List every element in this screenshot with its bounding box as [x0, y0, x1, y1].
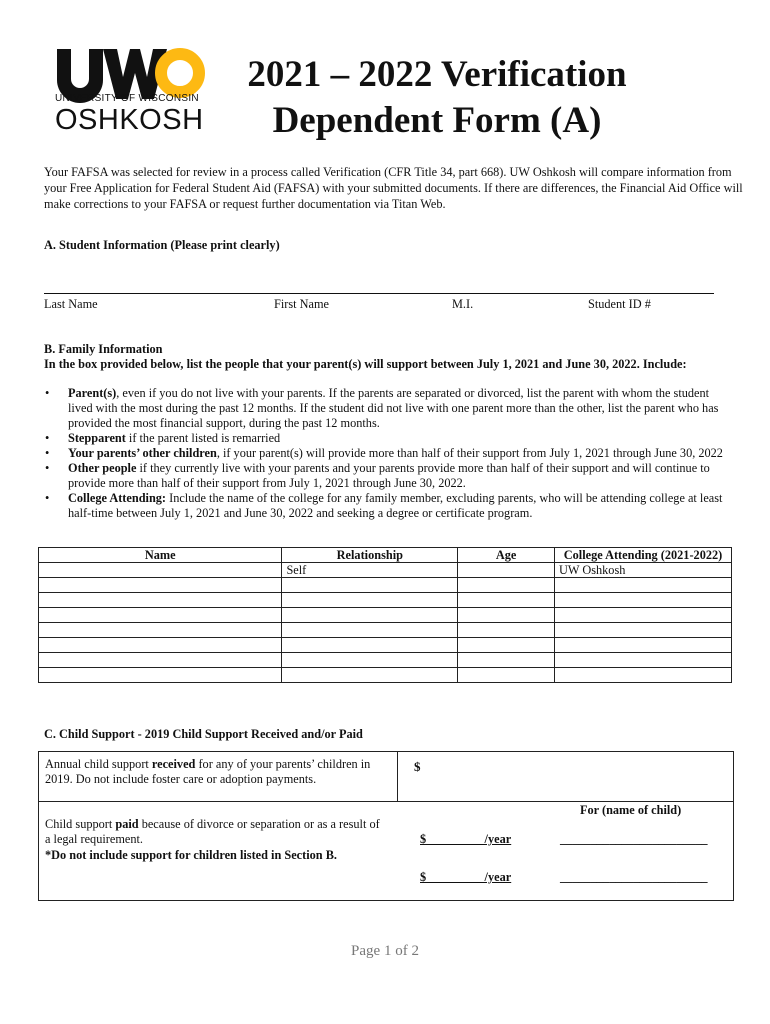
family-bullets [44, 386, 734, 521]
cell-name[interactable] [39, 563, 282, 578]
table-row [39, 638, 732, 653]
cell-relationship[interactable]: Self [282, 563, 458, 578]
cell-name[interactable] [39, 638, 282, 653]
bullet-stepparent [44, 431, 734, 446]
received-post: for any of your parents’ children in 2019. Do not include foster care or adoption payments. [45, 757, 371, 786]
support-received-text [45, 757, 390, 787]
table-row [39, 653, 732, 668]
logo-letter-o [161, 54, 199, 92]
table-row [39, 623, 732, 638]
section-b-instruction: In the box provided below, list the people that your parent(s) will support between July 1, 2021 and June 30, 2022. Include: [44, 357, 687, 371]
cell-college[interactable] [555, 668, 732, 683]
cell-college[interactable] [555, 608, 732, 623]
bullet-term: Stepparent [68, 431, 126, 445]
header-age: Age [458, 548, 555, 563]
title-line-2: Dependent Form (A) [272, 100, 602, 141]
cell-relationship[interactable] [282, 608, 458, 623]
support-paid-text [45, 817, 385, 847]
section-a-heading: A. Student Information (Please print clearly) [44, 238, 280, 252]
bullet-text: , even if you do not live with your parents. If the parents are separated or divorced, list the parent with whom the student lived with the most during the past 12 months. If the student did not live with one parent more than the other, list the parent who has provided the most financial support, during the past 12 months. [68, 386, 719, 430]
intro-paragraph: Your FAFSA was selected for review in a process called Verification (CFR Title 34, part 668). UW Oshkosh will compare information from your Free Application for Federal Student Aid (FAFSA) with your submitted documents. If there are differences, the Financial Aid Office will make corrections to your FAFSA or request further documentation via Titan Web. [44, 165, 743, 211]
cell-college[interactable] [555, 638, 732, 653]
cell-age[interactable] [458, 653, 555, 668]
child-support-row-divider [38, 801, 734, 802]
section-c-heading: C. Child Support - 2019 Child Support Received and/or Paid [44, 727, 363, 741]
cell-relationship[interactable] [282, 653, 458, 668]
child-name-field-1[interactable]: ________________________ [560, 832, 708, 846]
cell-age[interactable] [458, 623, 555, 638]
table-header-row [39, 548, 732, 563]
section-b-heading: B. Family Information [44, 342, 163, 356]
cell-college[interactable] [555, 593, 732, 608]
cell-age[interactable] [458, 593, 555, 608]
cell-age[interactable] [458, 668, 555, 683]
cell-name[interactable] [39, 668, 282, 683]
logo-name: OSHKOSH [55, 104, 204, 136]
cell-name[interactable] [39, 593, 282, 608]
table-row [39, 563, 732, 578]
for-child-heading: For (name of child) [580, 803, 682, 817]
paid-pre: Child support [45, 817, 116, 831]
cell-college[interactable] [555, 578, 732, 593]
header-college: College Attending (2021-2022) [555, 548, 732, 563]
cell-relationship[interactable] [282, 623, 458, 638]
received-term: received [151, 757, 196, 771]
cell-age[interactable] [458, 563, 555, 578]
last-name-label: Last Name [44, 297, 98, 311]
bullet-term: Your parents’ other children [68, 446, 217, 460]
cell-relationship[interactable] [282, 593, 458, 608]
cell-relationship[interactable] [282, 638, 458, 653]
bullet-other-children [44, 446, 734, 461]
received-pre: Annual child support [45, 757, 152, 771]
cell-name[interactable] [39, 623, 282, 638]
bullet-term: Other people [68, 461, 137, 475]
cell-college[interactable] [555, 623, 732, 638]
received-amount-field[interactable]: $ [414, 759, 421, 774]
header-relationship: Relationship [282, 548, 458, 563]
bullet-college-attending [44, 491, 734, 521]
paid-post: because of divorce or separation or as a result of a legal requirement. [45, 817, 380, 846]
child-support-divider [397, 751, 398, 801]
cell-college[interactable]: UW Oshkosh [555, 563, 732, 578]
bullet-term: College Attending: [68, 491, 167, 505]
title-line-1: 2021 – 2022 Verification [247, 54, 627, 95]
paid-amount-field-1[interactable]: $ /year [420, 832, 512, 846]
family-table [38, 547, 732, 683]
logo-subtitle: UNIVERSITY OF WISCONSIN [55, 93, 199, 104]
table-row [39, 593, 732, 608]
paid-amount-field-2[interactable]: $ /year [420, 870, 512, 884]
bullet-text: if the parent listed is remarried [125, 431, 281, 445]
table-row [39, 608, 732, 623]
cell-age[interactable] [458, 578, 555, 593]
paid-term: paid [115, 817, 139, 831]
page-number: Page 1 of 2 [351, 943, 419, 959]
first-name-label: First Name [274, 297, 329, 311]
cell-name[interactable] [39, 608, 282, 623]
bullet-text: Include the name of the college for any family member, excluding parents, who will be attending college at least half-time between July 1, 2021 and June 30, 2022 and seeking a degree or certificate program. [68, 491, 723, 520]
student-id-label: Student ID # [588, 297, 651, 311]
bullet-term: Parent(s) [68, 386, 117, 400]
cell-relationship[interactable] [282, 578, 458, 593]
bullet-text: if they currently live with your parents and your parents provide more than half of their support and will continue to provide more than half of their support from July 1, 2021 through June 30, 2022. [68, 461, 710, 490]
table-row [39, 668, 732, 683]
student-info-line[interactable] [44, 293, 714, 294]
cell-age[interactable] [458, 608, 555, 623]
bullet-other-people [44, 461, 734, 491]
middle-initial-label: M.I. [452, 297, 474, 311]
bullet-text: , if your parent(s) will provide more than half of their support from July 1, 2021 through June 30, 2022 [216, 446, 723, 460]
cell-age[interactable] [458, 638, 555, 653]
cell-name[interactable] [39, 653, 282, 668]
child-name-field-2[interactable]: ________________________ [560, 870, 708, 884]
support-paid-note: *Do not include support for children listed in Section B. [45, 848, 337, 862]
header-name: Name [39, 548, 282, 563]
table-row [39, 578, 732, 593]
page-title [232, 52, 642, 144]
cell-name[interactable] [39, 578, 282, 593]
bullet-parents [44, 386, 734, 431]
cell-relationship[interactable] [282, 668, 458, 683]
cell-college[interactable] [555, 653, 732, 668]
